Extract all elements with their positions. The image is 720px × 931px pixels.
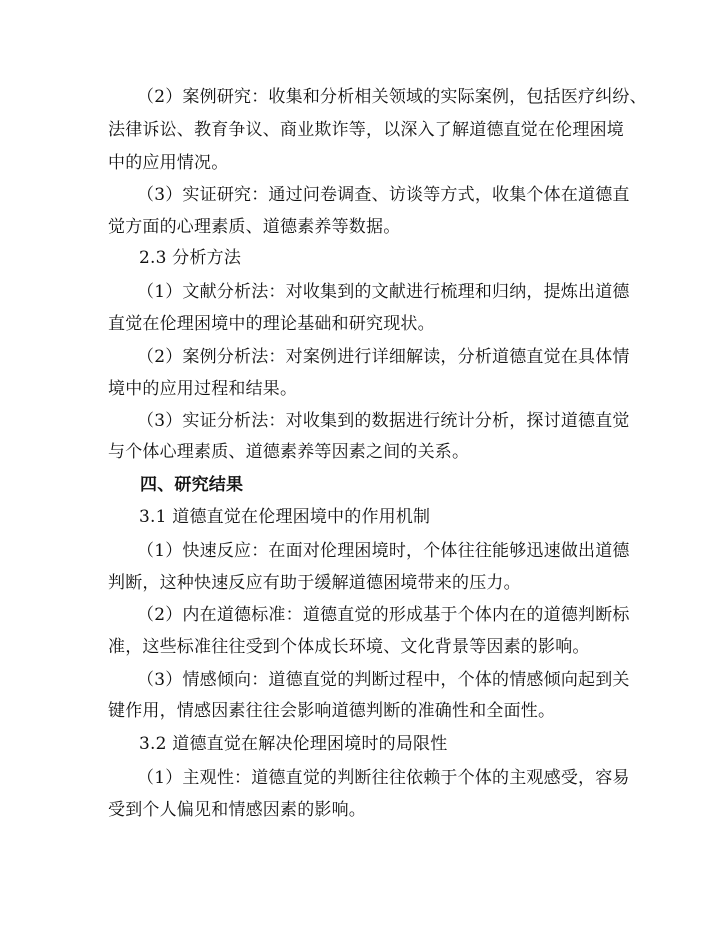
paragraph-line: （3）实证研究：通过问卷调查、访谈等方式，收集个体在道德直 [137, 185, 630, 205]
paragraph-line: 觉方面的心理素质、道德素养等数据。 [108, 217, 401, 237]
section-subheading: 2.3 分析方法 [139, 248, 242, 268]
paragraph-line: 直觉在伦理困境中的理论基础和研究现状。 [108, 314, 435, 334]
paragraph-line: 境中的应用过程和结果。 [108, 379, 298, 399]
paragraph-line: （2）案例分析法：对案例进行详细解读，分析道德直觉在具体情 [137, 347, 630, 367]
paragraph-line: 与个体心理素质、道德素养等因素之间的关系。 [108, 442, 470, 462]
section-heading: 四、研究结果 [140, 475, 244, 495]
paragraph-line: （1）文献分析法：对收集到的文献进行梳理和归纳，提炼出道德 [137, 282, 630, 302]
section-subheading: 3.2 道德直觉在解决伦理困境时的局限性 [139, 734, 448, 754]
paragraph-line: （3）情感倾向：道德直觉的判断过程中，个体的情感倾向起到关 [137, 670, 630, 690]
paragraph-line: （1）主观性：道德直觉的判断往往依赖于个体的主观感受，容易 [137, 768, 630, 788]
paragraph-line: （2）内在道德标准：道德直觉的形成基于个体内在的道德判断标 [137, 605, 630, 625]
paragraph-line: 判断，这种快速反应有助于缓解道德困境带来的压力。 [108, 573, 521, 593]
paragraph-line: 受到个人偏见和情感因素的影响。 [108, 800, 366, 820]
paragraph-line: （3）实证分析法：对收集到的数据进行统计分析，探讨道德直觉 [137, 411, 630, 431]
paragraph-line: （1）快速反应：在面对伦理困境时，个体往往能够迅速做出道德 [137, 541, 630, 561]
paragraph-line: 准，这些标准往往受到个体成长环境、文化背景等因素的影响。 [108, 637, 590, 657]
section-subheading: 3.1 道德直觉在伦理困境中的作用机制 [139, 507, 431, 527]
paragraph-line: （2）案例研究：收集和分析相关领域的实际案例，包括医疗纠纷、 [137, 87, 647, 107]
paragraph-line: 中的应用情况。 [108, 153, 229, 173]
paragraph-line: 法律诉讼、教育争议、商业欺诈等，以深入了解道德直觉在伦理困境 [108, 120, 624, 140]
paragraph-line: 键作用，情感因素往往会影响道德判断的准确性和全面性。 [108, 701, 556, 721]
